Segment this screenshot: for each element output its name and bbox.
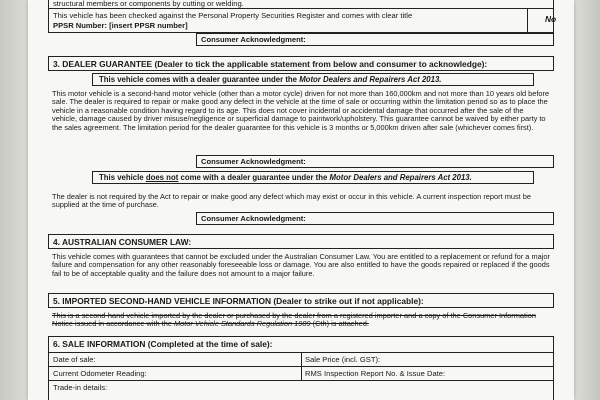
option-2-body: The dealer is not required by the Act to repair or make good any defect which may exist or occur in this vehicle. A current inspection report must be supplied at the time of purchase. (52, 192, 531, 210)
consumer-ack-top: Consumer Acknowledgment: (196, 33, 554, 46)
section-5-act: Motor Vehicle Standards Regulation 1989 (174, 319, 311, 329)
sale-row-3 (48, 381, 554, 400)
ppsr-number: PPSR Number: [insert PPSR number] (53, 21, 188, 30)
column-divider (527, 9, 528, 32)
option-2-prefix: This vehicle (99, 173, 146, 182)
sale-row-2 (48, 367, 554, 381)
ppsr-row (48, 8, 557, 33)
section-5-body-suffix: (Cth) is attached. (310, 319, 369, 329)
option-1-prefix: This vehicle comes with a dealer guarantee under the (99, 75, 300, 84)
consumer-ack-1: Consumer Acknowledgment: (196, 155, 554, 168)
section-6-heading: 6. SALE INFORMATION (Completed at the time of sale): (48, 336, 554, 353)
dealer-guarantee-option-2[interactable] (92, 171, 534, 184)
section-4-body: This vehicle comes with guarantees that cannot be excluded under the Australian Consumer Law. You are entitled to a replacement or refund for a major failure and compensation for any other reasonably foreseeable loss or damage. You are also entitled to have the goods repaired or replaced if the goods fail to be of acceptable quality and the failure does not amount to a major failure. (52, 252, 550, 278)
section-5-heading: 5. IMPORTED SECOND-HAND VEHICLE INFORMATION (Dealer to strike out if not applicable): (48, 293, 554, 308)
odometer-label: Current Odometer Reading: (53, 369, 147, 378)
dealer-guarantee-option-1[interactable] (92, 73, 534, 86)
section-5-body (52, 312, 550, 329)
column-divider (301, 353, 302, 366)
section-4-heading: 4. AUSTRALIAN CONSUMER LAW: (48, 234, 554, 249)
ppsr-answer: No (545, 14, 557, 24)
trade-in-label: Trade-in details: (53, 383, 108, 392)
section-3-heading: 3. DEALER GUARANTEE (Dealer to tick the applicable statement from below and consumer to acknowledge): (48, 56, 554, 71)
page-edge-right (574, 0, 600, 400)
option-2-act: Motor Dealers and Repairers Act 2013. (329, 173, 472, 182)
consumer-ack-2: Consumer Acknowledgment: (196, 212, 554, 225)
date-of-sale-label: Date of sale: (53, 355, 96, 364)
option-2-mid: come with a dealer guarantee under the (178, 173, 330, 182)
document-sheet (28, 0, 574, 400)
ppsr-text: This vehicle has been checked against the Personal Property Securities Register and comes with clear title (53, 11, 413, 20)
sale-price-label: Sale Price (incl. GST): (305, 355, 381, 364)
option-1-act: Motor Dealers and Repairers Act 2013. (299, 75, 442, 84)
partial-line-text: structural members or components by cutting or welding. (53, 0, 244, 8)
column-divider (301, 367, 302, 380)
rms-report-label: RMS Inspection Report No. & Issue Date: (305, 369, 446, 378)
section-5-body-prefix: This is a second-hand vehicle imported by the dealer or purchased by the dealer from a registered importer and a copy of the Consumer Information Notice issued in accordance with the (52, 311, 536, 329)
sale-row-1 (48, 353, 554, 367)
page-edge-left (0, 0, 28, 400)
option-1-body: This motor vehicle is a second-hand motor vehicle (other than a motor cycle) driven for not more than 160,000km and not more than 10 years old before sale. The dealer is required to repair or make good any defect in the vehicle at the time of sale or occurring within the limitation period so as to place the vehicle in a reasonable condition having regard to its age. This does not cover incidental or accidental damage that occurred after the sale of the vehicle, damage caused by driver misuse/negligence or superficial damage to paintwork/upholstery. This guarantee cannot be waived by either party to the sales agreement. The limitation period for the dealer guarantee for this vehicle is 3 months or 5,000km driven after sale (whichever comes first). (52, 89, 550, 132)
option-2-does-not: does not (145, 173, 179, 182)
